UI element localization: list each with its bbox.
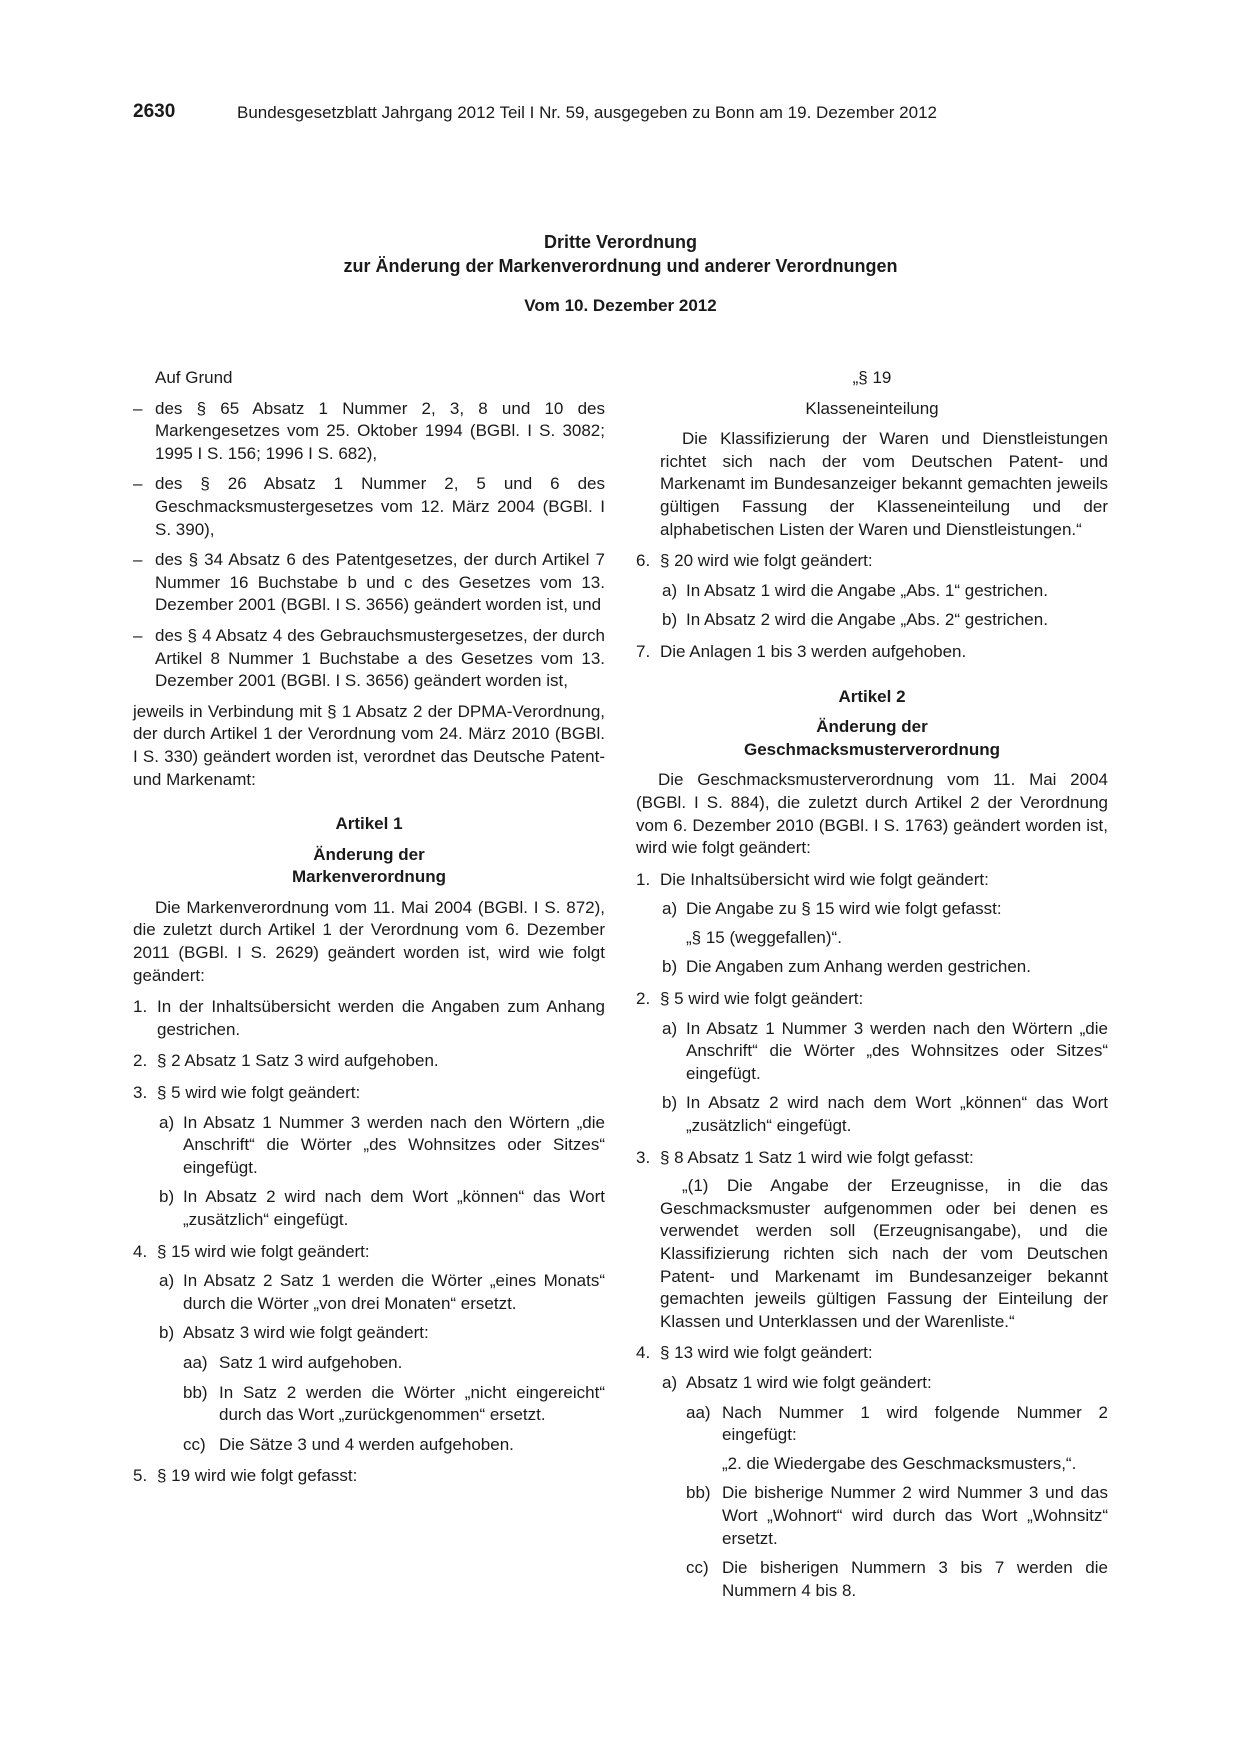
item-text: § 5 wird wie folgt geändert: (660, 989, 864, 1009)
list-item (636, 609, 1108, 632)
preamble-item (133, 473, 605, 541)
list-item (636, 1402, 1108, 1447)
list-item (636, 869, 1108, 892)
list-item (636, 1147, 1108, 1170)
item-number: 1. (636, 869, 651, 889)
item-number: 3. (636, 1147, 651, 1167)
item-number: 6. (636, 551, 651, 571)
list-item (133, 1434, 605, 1457)
item-text: Die bisherigen Nummern 3 bis 7 werden die Nummern 4 bis 8. (722, 1558, 1108, 1600)
item-text: Die Inhaltsübersicht wird wie folgt geändert: (660, 869, 989, 889)
list-item (636, 898, 1108, 921)
item-letter: b) (662, 610, 678, 630)
section-19-label: „§ 19 (852, 368, 892, 387)
preamble-outro: jeweils in Verbindung mit § 1 Absatz 2 der DPMA-Verordnung, der durch Artikel 1 der Verordnung vom 24. März 2010 (BGBl. I S. 330) geändert worden ist, verordnet das Deutsche Patent- und Markenamt: (133, 701, 605, 789)
section-19-title: Klasseneinteilung (805, 398, 939, 418)
item-number: 3. (133, 1083, 148, 1103)
item-double-letter: aa) (183, 1352, 208, 1372)
item-text: Absatz 3 wird wie folgt geändert: (183, 1323, 429, 1343)
list-item (133, 1186, 605, 1231)
preamble-item (133, 398, 605, 466)
item-text: In Absatz 1 Nummer 3 werden nach den Wörtern „die Anschrift“ die Wörter „des Wohnsitzes oder Sitzes“ eingefügt. (686, 1018, 1108, 1083)
dash-label: – (133, 474, 143, 494)
item-letter: a) (159, 1271, 175, 1291)
article-2-heading-2: Geschmacksmusterverordnung (743, 739, 1001, 759)
preamble-item-text: des § 34 Absatz 6 des Patentgesetzes, der durch Artikel 7 Nummer 16 Buchstabe b und c des Gesetzes vom 13. Dezember 2001 (BGBl. I S. 3656) geändert worden ist, und (155, 550, 605, 615)
list-item (133, 996, 605, 1041)
item-text: Die bisherige Nummer 2 wird Nummer 3 und das Wort „Wohnort“ wird durch das Wort „Wohnsitz“ ersetzt. (722, 1483, 1108, 1548)
dash-label: – (133, 550, 143, 570)
preamble-item (133, 549, 605, 617)
right-column (636, 367, 1108, 1602)
item-number: 4. (133, 1241, 148, 1261)
item-letter: b) (159, 1187, 175, 1207)
list-item (636, 641, 1108, 664)
article-2-label: Artikel 2 (838, 686, 906, 706)
list-item (133, 1112, 605, 1180)
running-head: Bundesgesetzblatt Jahrgang 2012 Teil I Nr. 59, ausgegeben zu Bonn am 19. Dezember 2012 (237, 103, 937, 122)
quoted-new-number: „2. die Wiedergabe des Geschmacksmusters,“. (722, 1453, 1077, 1473)
article-1-heading-2: Markenverordnung (292, 867, 446, 887)
item-letter: a) (662, 1018, 678, 1038)
list-item (636, 550, 1108, 573)
list-item (133, 1382, 605, 1427)
list-item (133, 1465, 605, 1488)
item-text: In Absatz 1 wird die Angabe „Abs. 1“ gestrichen. (686, 580, 1048, 600)
item-text: § 5 wird wie folgt geändert: (157, 1083, 361, 1103)
item-number: 2. (636, 989, 651, 1009)
quoted-text (636, 927, 1108, 950)
item-text: In Absatz 2 Satz 1 werden die Wörter „eines Monats“ durch die Wörter „von drei Monaten“ ersetzt. (183, 1271, 605, 1313)
item-text: In Absatz 2 wird nach dem Wort „können“ das Wort „zusätzlich“ eingefügt. (183, 1187, 605, 1229)
item-text: Die Angabe zu § 15 wird wie folgt gefasst: (686, 899, 1002, 919)
item-double-letter: bb) (686, 1483, 711, 1503)
item-double-letter: aa) (686, 1402, 711, 1422)
item-text: In Absatz 2 wird die Angabe „Abs. 2“ gestrichen. (686, 610, 1048, 630)
item-double-letter: cc) (183, 1434, 206, 1454)
article-2-intro: Die Geschmacksmusterverordnung vom 11. Mai 2004 (BGBl. I S. 884), die zuletzt durch Artikel 2 der Verordnung vom 6. Dezember 2010 (BGBl. I S. 1763) geändert worden ist, wird wie folgt geändert: (636, 770, 1108, 858)
list-item (636, 1018, 1108, 1086)
list-item (133, 1082, 605, 1105)
item-number: 7. (636, 641, 651, 661)
item-text: Nach Nummer 1 wird folgende Nummer 2 eingefügt: (722, 1402, 1108, 1445)
quoted-text-content: „§ 15 (weggefallen)“. (686, 927, 842, 947)
list-item (636, 1482, 1108, 1550)
item-double-letter: bb) (183, 1382, 208, 1402)
article-1-intro: Die Markenverordnung vom 11. Mai 2004 (BGBl. I S. 872), die zuletzt durch Artikel 1 der Verordnung vom 6. Dezember 2011 (BGBl. I S. 2629) geändert worden ist, wird wie folgt geändert: (133, 897, 605, 985)
list-item (636, 1092, 1108, 1137)
item-text: Die Sätze 3 und 4 werden aufgehoben. (219, 1434, 514, 1454)
item-number: 4. (636, 1343, 651, 1363)
item-double-letter: cc) (686, 1558, 709, 1578)
item-number: 5. (133, 1466, 148, 1486)
item-text: § 15 wird wie folgt geändert: (157, 1241, 370, 1261)
item-text: In der Inhaltsübersicht werden die Angaben zum Anhang gestrichen. (157, 997, 605, 1039)
dash-label: – (133, 398, 143, 418)
page-number: 2630 (133, 101, 176, 122)
article-1-heading-1: Änderung der (313, 844, 425, 864)
item-text: Die Anlagen 1 bis 3 werden aufgehoben. (660, 641, 967, 661)
item-text: Absatz 1 wird wie folgt geändert: (686, 1372, 932, 1392)
list-item (636, 956, 1108, 979)
section-19-text: Die Klassifizierung der Waren und Dienstleistungen richtet sich nach der vom Deutschen Patent- und Markenamt im Bundesanzeiger bekannt gemachten jeweils gültigen Fassung der Klasseneinteilung und der alphabetischen Listen der Waren und Dienstleistungen.“ (660, 429, 1108, 539)
preamble-item-text: des § 65 Absatz 1 Nummer 2, 3, 8 und 10 des Markengesetzes vom 25. Oktober 1994 (BGBl. I S. 3082; 1995 I S. 156; 1996 I S. 682), (155, 398, 605, 463)
item-text: § 8 Absatz 1 Satz 1 wird wie folgt gefasst: (660, 1147, 974, 1167)
article-2-heading-1: Änderung der (816, 717, 928, 737)
list-item (636, 988, 1108, 1011)
item-text: § 13 wird wie folgt geändert: (660, 1343, 873, 1363)
article-1-label: Artikel 1 (335, 814, 403, 834)
preamble-item-text: des § 4 Absatz 4 des Gebrauchsmustergesetzes, der durch Artikel 8 Nummer 1 Buchstabe a des Gesetzes vom 13. Dezember 2001 (BGBl. I S. 3656) geändert worden ist, (155, 625, 605, 691)
item-text: In Absatz 1 Nummer 3 werden nach den Wörtern „die Anschrift“ die Wörter „des Wohnsitzes oder Sitzes“ eingefügt. (183, 1112, 605, 1177)
item-letter: b) (159, 1323, 175, 1343)
title-line-1: Dritte Verordnung (543, 232, 697, 252)
item-letter: a) (159, 1112, 175, 1132)
item-letter: b) (662, 1093, 678, 1113)
preamble-intro: Auf Grund (155, 368, 233, 387)
list-item (636, 1342, 1108, 1365)
item-text: In Satz 2 werden die Wörter „nicht eingereicht“ durch das Wort „zurückgenommen“ ersetzt. (219, 1382, 605, 1425)
list-item (636, 580, 1108, 603)
list-item (636, 1557, 1108, 1602)
list-item (133, 1352, 605, 1375)
title-line-2: zur Änderung der Markenverordnung und anderer Verordnungen (343, 256, 898, 276)
title-date: Vom 10. Dezember 2012 (524, 296, 717, 315)
item-text: § 2 Absatz 1 Satz 3 wird aufgehoben. (157, 1051, 439, 1071)
dash-label: – (133, 625, 143, 645)
preamble-item (133, 625, 605, 693)
item-letter: b) (662, 957, 678, 977)
item-letter: a) (662, 899, 678, 919)
list-item (133, 1270, 605, 1315)
preamble-item-text: des § 26 Absatz 1 Nummer 2, 5 und 6 des Geschmacksmustergesetzes vom 12. März 2004 (BGBl. I S. 390), (155, 474, 605, 539)
item-text: Die Angaben zum Anhang werden gestrichen. (686, 957, 1031, 977)
item-number: 2. (133, 1051, 148, 1071)
title-block (0, 230, 1241, 316)
item-letter: a) (662, 580, 678, 600)
item-letter: a) (662, 1372, 678, 1392)
item-text: In Absatz 2 wird nach dem Wort „können“ das Wort „zusätzlich“ eingefügt. (686, 1093, 1108, 1136)
quoted-paragraph: „(1) Die Angabe der Erzeugnisse, in die das Geschmacksmuster aufgenommen oder bei denen es verwendet werden soll (Erzeugnisangabe), und die Klassifizierung richten sich nach der vom Deutschen Patent- und Markenamt im Bundesanzeiger bekannt gemachten jeweils gültigen Fassung der Einteilung der Klassen und Unterklassen und der Warenliste.“ (660, 1176, 1108, 1331)
item-number: 1. (133, 997, 148, 1017)
left-column (133, 367, 605, 1488)
item-text: § 19 wird wie folgt gefasst: (157, 1466, 358, 1486)
list-item (133, 1241, 605, 1264)
list-item (133, 1322, 605, 1345)
item-text: § 20 wird wie folgt geändert: (660, 551, 873, 571)
list-item (636, 1372, 1108, 1395)
list-item (133, 1050, 605, 1073)
item-text: Satz 1 wird aufgehoben. (219, 1352, 403, 1372)
